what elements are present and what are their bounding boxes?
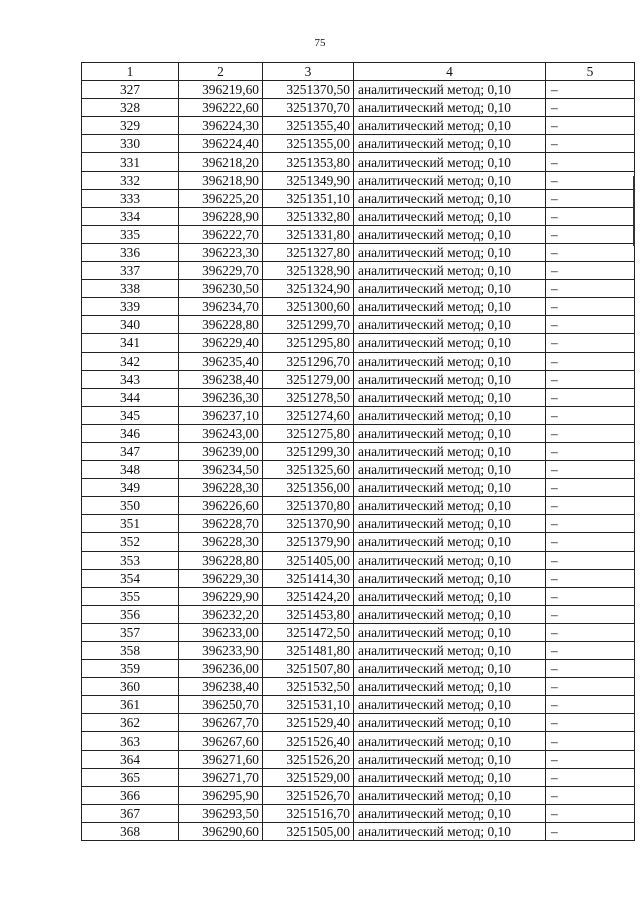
table-row [82, 388, 635, 406]
table-row [82, 750, 635, 768]
method-accuracy: аналитический метод; 0,10 [354, 786, 546, 804]
point-number: 336 [82, 243, 179, 261]
coord-x: 396239,00 [179, 442, 263, 460]
table-row [82, 551, 635, 569]
method-accuracy: аналитический метод; 0,10 [354, 280, 546, 298]
note-cell: – [546, 298, 635, 316]
note-cell: – [546, 732, 635, 750]
point-number: 354 [82, 569, 179, 587]
note-cell: – [546, 804, 635, 822]
coord-x: 396267,60 [179, 732, 263, 750]
point-number: 331 [82, 153, 179, 171]
table-row [82, 822, 635, 840]
coord-x: 396225,20 [179, 189, 263, 207]
method-accuracy: аналитический метод; 0,10 [354, 99, 546, 117]
note-cell: – [546, 605, 635, 623]
point-number: 329 [82, 117, 179, 135]
method-accuracy: аналитический метод; 0,10 [354, 768, 546, 786]
method-accuracy: аналитический метод; 0,10 [354, 678, 546, 696]
coord-x: 396243,00 [179, 424, 263, 442]
coord-x: 396218,90 [179, 171, 263, 189]
coord-y: 3251324,90 [263, 280, 354, 298]
note-cell: – [546, 786, 635, 804]
table-row [82, 153, 635, 171]
coord-y: 3251370,80 [263, 497, 354, 515]
method-accuracy: аналитический метод; 0,10 [354, 81, 546, 99]
table-row [82, 316, 635, 334]
coord-x: 396229,90 [179, 587, 263, 605]
table-row [82, 406, 635, 424]
table-row [82, 497, 635, 515]
table-row [82, 696, 635, 714]
note-cell: – [546, 207, 635, 225]
point-number: 340 [82, 316, 179, 334]
table-row [82, 660, 635, 678]
coord-x: 396228,70 [179, 515, 263, 533]
note-cell: – [546, 388, 635, 406]
coord-y: 3251507,80 [263, 660, 354, 678]
method-accuracy: аналитический метод; 0,10 [354, 153, 546, 171]
point-number: 357 [82, 623, 179, 641]
coord-x: 396290,60 [179, 822, 263, 840]
table-row [82, 479, 635, 497]
method-accuracy: аналитический метод; 0,10 [354, 804, 546, 822]
coord-y: 3251299,70 [263, 316, 354, 334]
note-cell: – [546, 642, 635, 660]
coord-y: 3251424,20 [263, 587, 354, 605]
coord-y: 3251299,30 [263, 442, 354, 460]
table-row [82, 461, 635, 479]
coord-y: 3251481,80 [263, 642, 354, 660]
method-accuracy: аналитический метод; 0,10 [354, 442, 546, 460]
point-number: 330 [82, 135, 179, 153]
header-col-4: 4 [354, 63, 546, 81]
table-row [82, 352, 635, 370]
method-accuracy: аналитический метод; 0,10 [354, 207, 546, 225]
header-col-2: 2 [179, 63, 263, 81]
method-accuracy: аналитический метод; 0,10 [354, 660, 546, 678]
method-accuracy: аналитический метод; 0,10 [354, 262, 546, 280]
header-col-1: 1 [82, 63, 179, 81]
coord-x: 396229,70 [179, 262, 263, 280]
table-body [82, 81, 635, 841]
point-number: 352 [82, 533, 179, 551]
note-cell: – [546, 316, 635, 334]
table-row [82, 569, 635, 587]
coord-y: 3251405,00 [263, 551, 354, 569]
note-cell: – [546, 334, 635, 352]
coord-y: 3251472,50 [263, 623, 354, 641]
header-col-3: 3 [263, 63, 354, 81]
method-accuracy: аналитический метод; 0,10 [354, 750, 546, 768]
table-row [82, 424, 635, 442]
point-number: 349 [82, 479, 179, 497]
point-number: 347 [82, 442, 179, 460]
method-accuracy: аналитический метод; 0,10 [354, 117, 546, 135]
point-number: 337 [82, 262, 179, 280]
coord-y: 3251274,60 [263, 406, 354, 424]
point-number: 345 [82, 406, 179, 424]
table-row [82, 117, 635, 135]
point-number: 359 [82, 660, 179, 678]
method-accuracy: аналитический метод; 0,10 [354, 171, 546, 189]
coord-x: 396229,30 [179, 569, 263, 587]
note-cell: – [546, 424, 635, 442]
method-accuracy: аналитический метод; 0,10 [354, 732, 546, 750]
coord-x: 396218,20 [179, 153, 263, 171]
table-row [82, 768, 635, 786]
note-cell: – [546, 750, 635, 768]
coord-x: 396223,30 [179, 243, 263, 261]
coordinates-table [81, 62, 635, 841]
table-row [82, 298, 635, 316]
coord-x: 396222,70 [179, 225, 263, 243]
point-number: 346 [82, 424, 179, 442]
coord-x: 396267,70 [179, 714, 263, 732]
method-accuracy: аналитический метод; 0,10 [354, 424, 546, 442]
note-cell: – [546, 696, 635, 714]
coord-x: 396226,60 [179, 497, 263, 515]
note-cell: – [546, 352, 635, 370]
coord-x: 396236,00 [179, 660, 263, 678]
coord-y: 3251379,90 [263, 533, 354, 551]
coord-y: 3251505,00 [263, 822, 354, 840]
point-number: 332 [82, 171, 179, 189]
coord-x: 396295,90 [179, 786, 263, 804]
coord-x: 396222,60 [179, 99, 263, 117]
point-number: 360 [82, 678, 179, 696]
coord-y: 3251327,80 [263, 243, 354, 261]
table-row [82, 171, 635, 189]
note-cell: – [546, 533, 635, 551]
method-accuracy: аналитический метод; 0,10 [354, 569, 546, 587]
method-accuracy: аналитический метод; 0,10 [354, 551, 546, 569]
note-cell: – [546, 587, 635, 605]
point-number: 335 [82, 225, 179, 243]
note-cell: – [546, 153, 635, 171]
table-row [82, 370, 635, 388]
coord-x: 396233,00 [179, 623, 263, 641]
method-accuracy: аналитический метод; 0,10 [354, 623, 546, 641]
method-accuracy: аналитический метод; 0,10 [354, 533, 546, 551]
point-number: 328 [82, 99, 179, 117]
note-cell: – [546, 551, 635, 569]
method-accuracy: аналитический метод; 0,10 [354, 352, 546, 370]
note-cell: – [546, 678, 635, 696]
table-row [82, 81, 635, 99]
note-cell: – [546, 497, 635, 515]
point-number: 351 [82, 515, 179, 533]
note-cell: – [546, 515, 635, 533]
table-row [82, 225, 635, 243]
coord-x: 396271,60 [179, 750, 263, 768]
coord-y: 3251529,40 [263, 714, 354, 732]
table-row [82, 99, 635, 117]
note-cell: – [546, 262, 635, 280]
method-accuracy: аналитический метод; 0,10 [354, 822, 546, 840]
point-number: 366 [82, 786, 179, 804]
point-number: 334 [82, 207, 179, 225]
note-cell: – [546, 660, 635, 678]
table-row [82, 605, 635, 623]
method-accuracy: аналитический метод; 0,10 [354, 587, 546, 605]
coord-x: 396228,30 [179, 479, 263, 497]
coord-y: 3251531,10 [263, 696, 354, 714]
table-row [82, 623, 635, 641]
method-accuracy: аналитический метод; 0,10 [354, 189, 546, 207]
point-number: 339 [82, 298, 179, 316]
coord-y: 3251355,00 [263, 135, 354, 153]
note-cell: – [546, 461, 635, 479]
table-row [82, 189, 635, 207]
coord-y: 3251351,10 [263, 189, 354, 207]
coord-y: 3251295,80 [263, 334, 354, 352]
coord-x: 396228,90 [179, 207, 263, 225]
coord-y: 3251355,40 [263, 117, 354, 135]
method-accuracy: аналитический метод; 0,10 [354, 388, 546, 406]
table-row [82, 334, 635, 352]
method-accuracy: аналитический метод; 0,10 [354, 225, 546, 243]
coord-x: 396250,70 [179, 696, 263, 714]
note-cell: – [546, 406, 635, 424]
method-accuracy: аналитический метод; 0,10 [354, 298, 546, 316]
method-accuracy: аналитический метод; 0,10 [354, 316, 546, 334]
coord-y: 3251331,80 [263, 225, 354, 243]
point-number: 327 [82, 81, 179, 99]
coord-y: 3251353,80 [263, 153, 354, 171]
table-row [82, 135, 635, 153]
coord-y: 3251414,30 [263, 569, 354, 587]
coord-x: 396235,40 [179, 352, 263, 370]
point-number: 365 [82, 768, 179, 786]
method-accuracy: аналитический метод; 0,10 [354, 479, 546, 497]
point-number: 350 [82, 497, 179, 515]
point-number: 363 [82, 732, 179, 750]
point-number: 333 [82, 189, 179, 207]
table-row [82, 714, 635, 732]
note-cell: – [546, 479, 635, 497]
table-row [82, 786, 635, 804]
coord-y: 3251370,70 [263, 99, 354, 117]
table-row [82, 280, 635, 298]
coord-x: 396238,40 [179, 370, 263, 388]
table-row [82, 515, 635, 533]
note-cell: – [546, 171, 635, 189]
point-number: 338 [82, 280, 179, 298]
note-cell: – [546, 714, 635, 732]
coord-x: 396293,50 [179, 804, 263, 822]
method-accuracy: аналитический метод; 0,10 [354, 406, 546, 424]
coord-y: 3251356,00 [263, 479, 354, 497]
note-cell: – [546, 135, 635, 153]
method-accuracy: аналитический метод; 0,10 [354, 334, 546, 352]
point-number: 342 [82, 352, 179, 370]
table-row [82, 642, 635, 660]
note-cell: – [546, 442, 635, 460]
note-cell: – [546, 768, 635, 786]
coord-y: 3251370,50 [263, 81, 354, 99]
note-cell: – [546, 243, 635, 261]
page-number: 75 [314, 37, 326, 49]
header-row [82, 63, 635, 81]
coord-x: 396234,50 [179, 461, 263, 479]
table-row [82, 804, 635, 822]
point-number: 348 [82, 461, 179, 479]
table-row [82, 243, 635, 261]
coord-y: 3251332,80 [263, 207, 354, 225]
point-number: 353 [82, 551, 179, 569]
method-accuracy: аналитический метод; 0,10 [354, 714, 546, 732]
point-number: 355 [82, 587, 179, 605]
table-row [82, 533, 635, 551]
table-row [82, 732, 635, 750]
note-cell: – [546, 569, 635, 587]
coord-y: 3251296,70 [263, 352, 354, 370]
coord-x: 396230,50 [179, 280, 263, 298]
point-number: 368 [82, 822, 179, 840]
method-accuracy: аналитический метод; 0,10 [354, 605, 546, 623]
point-number: 358 [82, 642, 179, 660]
coord-x: 396238,40 [179, 678, 263, 696]
point-number: 356 [82, 605, 179, 623]
note-cell: – [546, 370, 635, 388]
note-cell: – [546, 280, 635, 298]
coord-x: 396224,30 [179, 117, 263, 135]
method-accuracy: аналитический метод; 0,10 [354, 642, 546, 660]
coord-y: 3251529,00 [263, 768, 354, 786]
coord-x: 396232,20 [179, 605, 263, 623]
method-accuracy: аналитический метод; 0,10 [354, 515, 546, 533]
coord-x: 396228,80 [179, 551, 263, 569]
coord-y: 3251300,60 [263, 298, 354, 316]
note-cell: – [546, 81, 635, 99]
coord-y: 3251349,90 [263, 171, 354, 189]
coord-x: 396224,40 [179, 135, 263, 153]
coord-x: 396234,70 [179, 298, 263, 316]
coord-y: 3251453,80 [263, 605, 354, 623]
point-number: 367 [82, 804, 179, 822]
coord-y: 3251516,70 [263, 804, 354, 822]
point-number: 362 [82, 714, 179, 732]
coord-x: 396229,40 [179, 334, 263, 352]
coord-x: 396236,30 [179, 388, 263, 406]
note-cell: – [546, 225, 635, 243]
coord-x: 396237,10 [179, 406, 263, 424]
point-number: 341 [82, 334, 179, 352]
point-number: 364 [82, 750, 179, 768]
coord-x: 396271,70 [179, 768, 263, 786]
table-row [82, 678, 635, 696]
note-cell: – [546, 189, 635, 207]
coord-y: 3251278,50 [263, 388, 354, 406]
note-cell: – [546, 623, 635, 641]
method-accuracy: аналитический метод; 0,10 [354, 370, 546, 388]
table-row [82, 207, 635, 225]
table-row [82, 262, 635, 280]
coord-y: 3251328,90 [263, 262, 354, 280]
method-accuracy: аналитический метод; 0,10 [354, 135, 546, 153]
note-cell: – [546, 117, 635, 135]
note-cell: – [546, 99, 635, 117]
method-accuracy: аналитический метод; 0,10 [354, 497, 546, 515]
method-accuracy: аналитический метод; 0,10 [354, 696, 546, 714]
table-row [82, 442, 635, 460]
coord-y: 3251526,20 [263, 750, 354, 768]
point-number: 343 [82, 370, 179, 388]
coord-x: 396219,60 [179, 81, 263, 99]
coord-x: 396228,80 [179, 316, 263, 334]
margin-mark [633, 176, 635, 246]
header-col-5: 5 [546, 63, 635, 81]
method-accuracy: аналитический метод; 0,10 [354, 243, 546, 261]
point-number: 361 [82, 696, 179, 714]
coord-y: 3251279,00 [263, 370, 354, 388]
coord-x: 396228,30 [179, 533, 263, 551]
coord-y: 3251532,50 [263, 678, 354, 696]
coord-y: 3251526,70 [263, 786, 354, 804]
coord-y: 3251370,90 [263, 515, 354, 533]
coord-y: 3251526,40 [263, 732, 354, 750]
coord-y: 3251325,60 [263, 461, 354, 479]
point-number: 344 [82, 388, 179, 406]
note-cell: – [546, 822, 635, 840]
coord-y: 3251275,80 [263, 424, 354, 442]
method-accuracy: аналитический метод; 0,10 [354, 461, 546, 479]
table-row [82, 587, 635, 605]
coord-x: 396233,90 [179, 642, 263, 660]
